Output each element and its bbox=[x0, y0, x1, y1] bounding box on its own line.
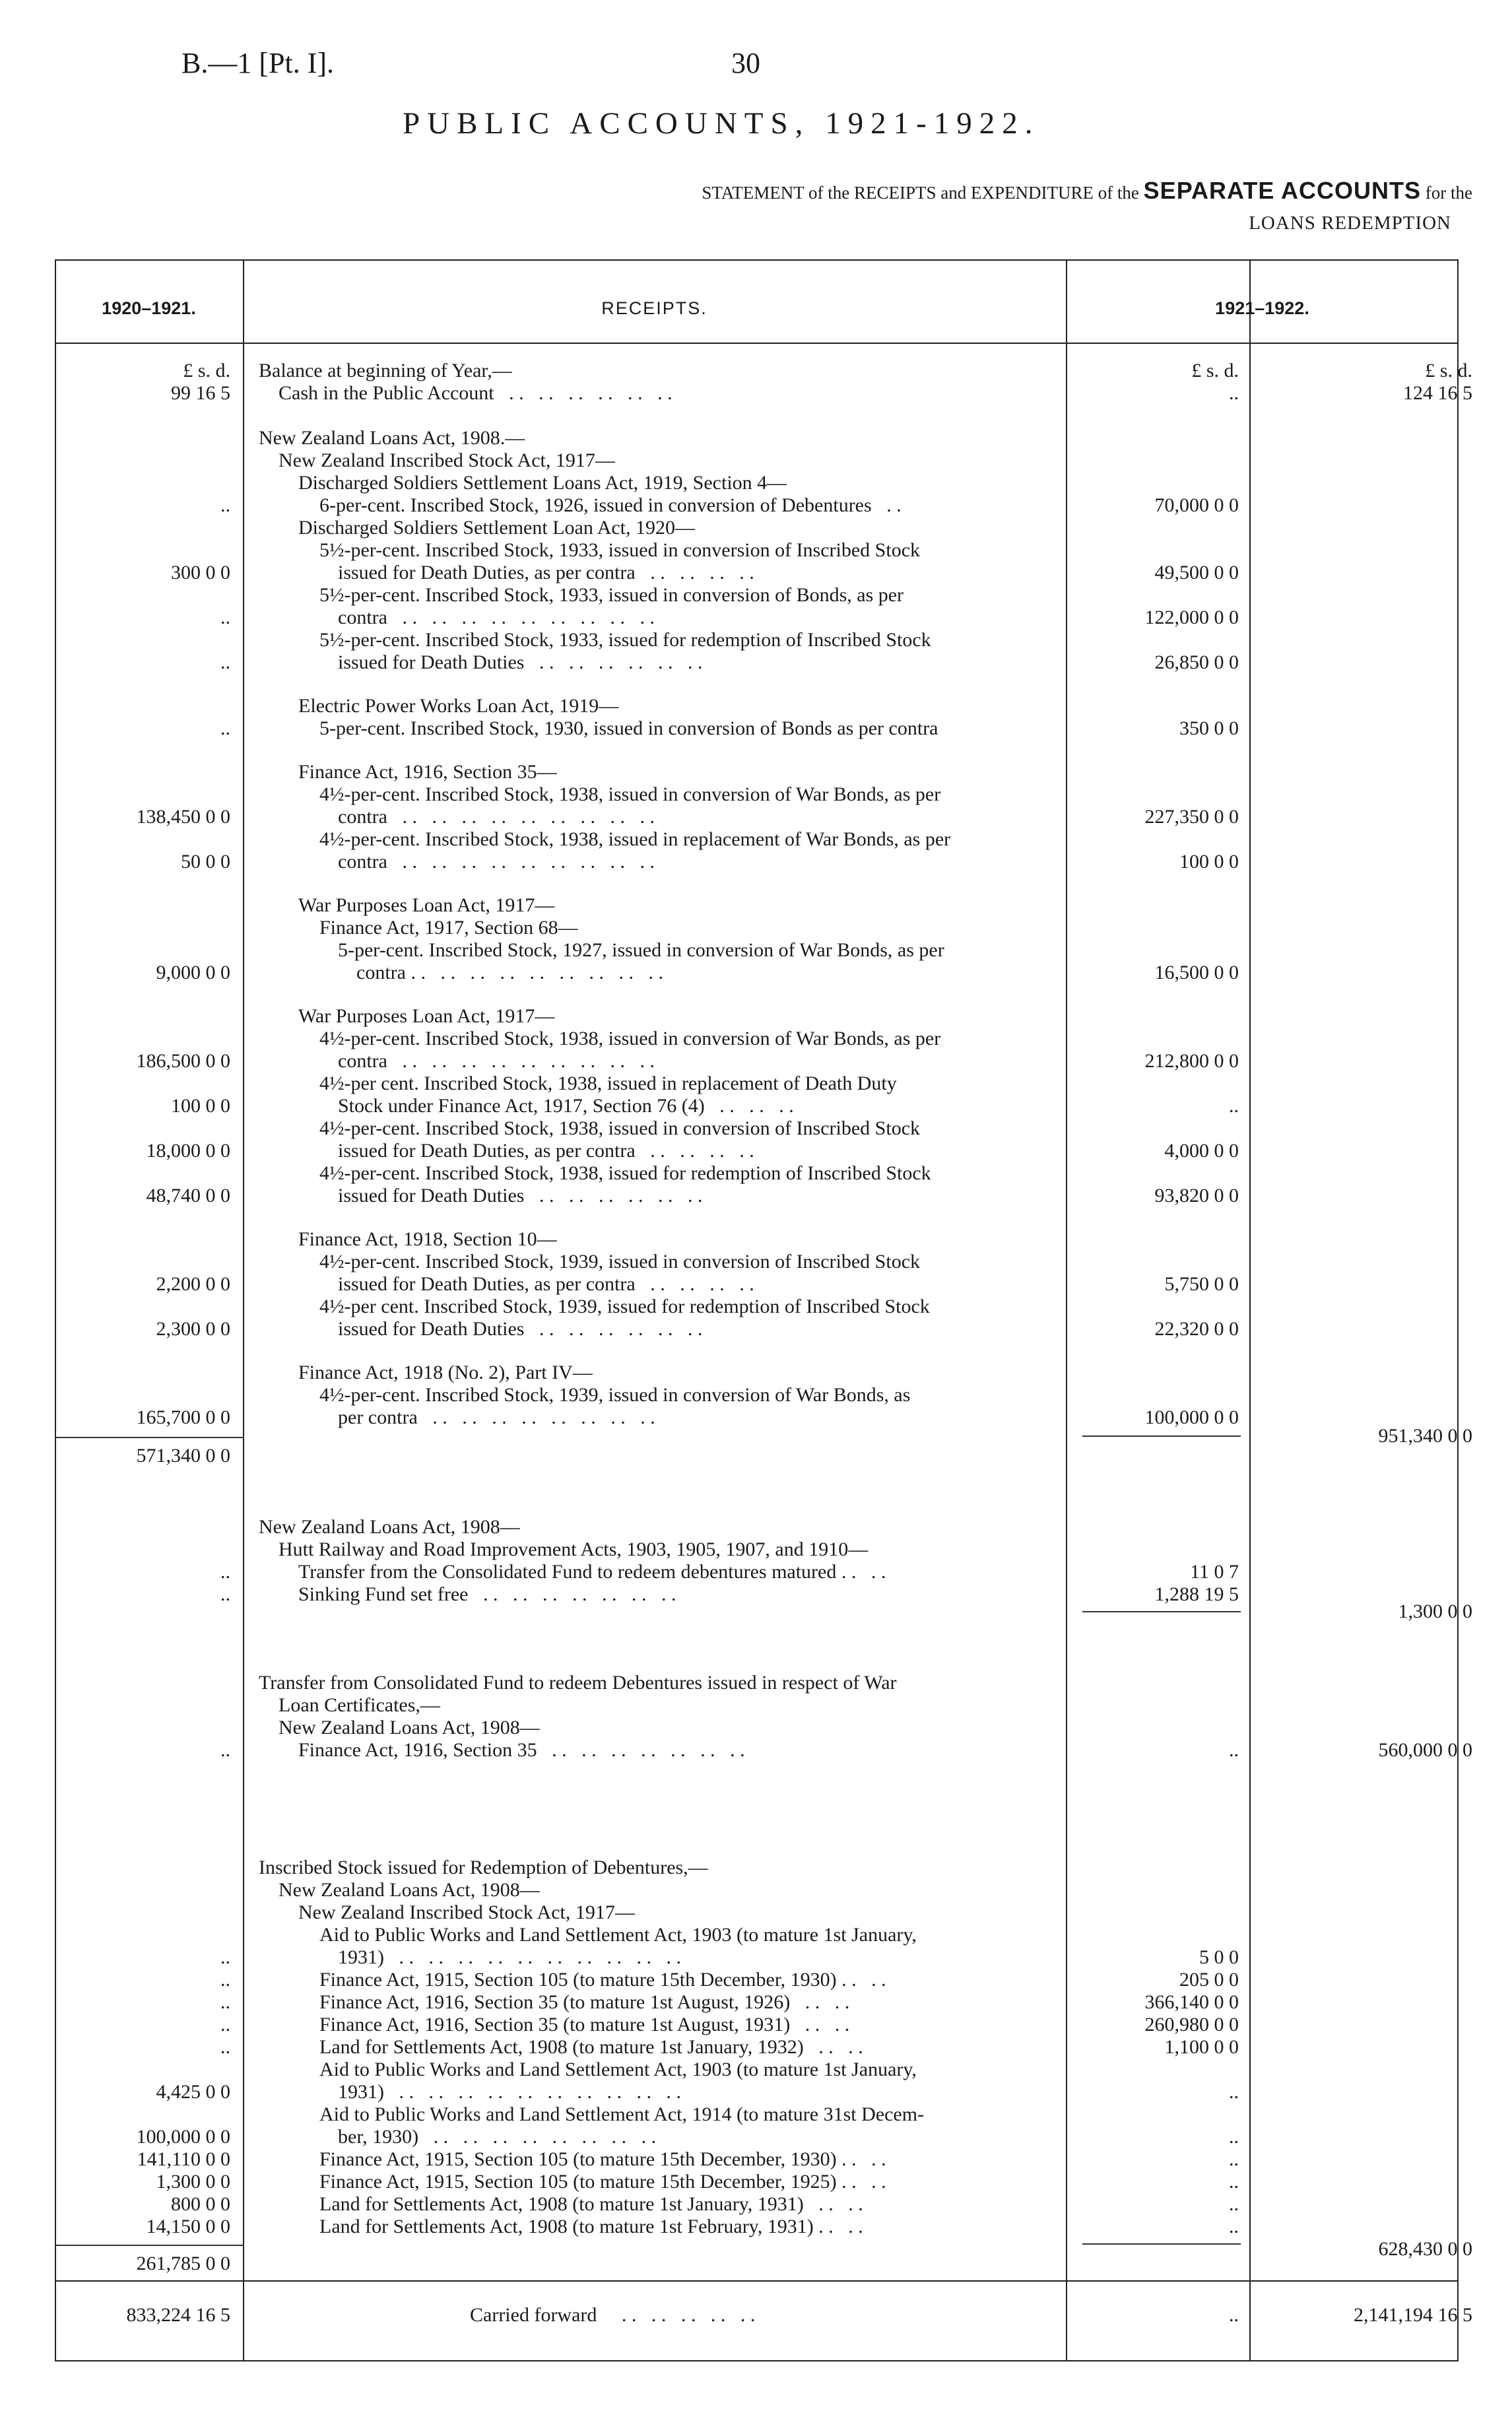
s2-total: 1,300 0 0 bbox=[1398, 1600, 1472, 1622]
carried-total: 2,141,194 16 5 bbox=[1354, 2304, 1472, 2326]
s4-prev: 1,300 0 0 bbox=[156, 2171, 230, 2193]
s1-sub: 26,850 0 0 bbox=[1154, 651, 1239, 673]
col-header-cur-year: 1921–1922. bbox=[1215, 298, 1309, 318]
s1-line: 4½-per cent. Inscribed Stock, 1939, issued for redemption of Inscribed Stock bbox=[319, 1296, 930, 1317]
s1-line: 5-per-cent. Inscribed Stock, 1927, issued in conversion of War Bonds, as per bbox=[338, 939, 944, 961]
s4-line: Finance Act, 1915, Section 105 (to mature 15th December, 1925) . . . . bbox=[319, 2171, 886, 2193]
statement-line2: LOANS REDEMPTION bbox=[1249, 213, 1451, 234]
s4-line: Finance Act, 1915, Section 105 (to mature 15th December, 1930) . . . . bbox=[319, 1969, 886, 1991]
balance-prev: 99 16 5 bbox=[171, 382, 230, 404]
s1-prev: 50 0 0 bbox=[181, 851, 230, 873]
s1-line: contra . . . . . . . . . . . . . . . . . . bbox=[356, 962, 663, 983]
s1-sub: .. bbox=[1229, 1095, 1239, 1117]
col-header-receipts: RECEIPTS. bbox=[601, 298, 707, 318]
s4-line: Finance Act, 1916, Section 35 (to mature 1st August, 1926) . . . . bbox=[319, 1991, 850, 2013]
s1-line: Discharged Soldiers Settlement Loans Act, 1919, Section 4— bbox=[298, 472, 787, 494]
unit-prev: £ s. d. bbox=[183, 360, 230, 381]
s1-line: contra . . . . . . . . . . . . . . . . . . bbox=[338, 851, 655, 873]
s1-prev: 300 0 0 bbox=[171, 562, 230, 583]
s4-sub: .. bbox=[1229, 2148, 1239, 2170]
s3-line: New Zealand Loans Act, 1908— bbox=[279, 1717, 540, 1738]
s1-prev: 2,300 0 0 bbox=[156, 1318, 230, 1340]
s1-sub: 100,000 0 0 bbox=[1144, 1406, 1239, 1428]
s1-prev: .. bbox=[220, 717, 230, 739]
statement-pre: STATEMENT of the RECEIPTS and EXPENDITURE of the bbox=[702, 183, 1139, 203]
page-title: PUBLIC ACCOUNTS, 1921-1922. bbox=[403, 106, 1040, 141]
s1-line: New Zealand Inscribed Stock Act, 1917— bbox=[279, 449, 615, 471]
s1-line: issued for Death Duties, as per contra . . . . . . . . bbox=[338, 1273, 754, 1295]
s1-prev-rule bbox=[55, 1437, 243, 1438]
s1-line: 4½-per-cent. Inscribed Stock, 1938, issued in replacement of War Bonds, as per bbox=[319, 828, 951, 850]
col-divider-2 bbox=[1066, 259, 1067, 2361]
s4-line: 1931) . . . . . . . . . . . . . . . . . . . . bbox=[338, 2081, 681, 2103]
s4-sub: 260,980 0 0 bbox=[1144, 2014, 1239, 2035]
s4-total: 628,430 0 0 bbox=[1378, 2238, 1472, 2260]
s1-sub: 93,820 0 0 bbox=[1154, 1185, 1239, 1206]
s1-line: 6-per-cent. Inscribed Stock, 1926, issued in conversion of Debentures . . bbox=[319, 494, 902, 516]
s3-line: Loan Certificates,— bbox=[279, 1694, 440, 1716]
s4-prev: 800 0 0 bbox=[171, 2193, 230, 2215]
s2-line: Hutt Railway and Road Improvement Acts, 1903, 1905, 1907, and 1910— bbox=[279, 1538, 869, 1560]
s4-line: Aid to Public Works and Land Settlement Act, 1903 (to mature 1st January, bbox=[319, 1924, 917, 1946]
s1-sub: 212,800 0 0 bbox=[1144, 1050, 1239, 1072]
s1-total: 951,340 0 0 bbox=[1378, 1425, 1472, 1447]
s2-sub-rule bbox=[1082, 1611, 1241, 1612]
balance-sub: .. bbox=[1229, 382, 1239, 404]
s2-line: Transfer from the Consolidated Fund to redeem debentures matured . . . . bbox=[298, 1561, 886, 1583]
s2-prev: .. bbox=[220, 1561, 230, 1583]
s4-prev: 4,425 0 0 bbox=[156, 2081, 230, 2103]
s1-line: Finance Act, 1918, Section 10— bbox=[298, 1228, 557, 1250]
header-row-divider bbox=[55, 343, 1459, 344]
unit-sub: £ s. d. bbox=[1191, 360, 1239, 381]
page-number: 30 bbox=[731, 47, 760, 79]
s4-prev: .. bbox=[220, 1969, 230, 1991]
s1-line: issued for Death Duties . . . . . . . . . . . . bbox=[338, 1318, 703, 1340]
s4-sub: 366,140 0 0 bbox=[1144, 1991, 1239, 2013]
s1-prev: .. bbox=[220, 651, 230, 673]
s1-sub: 122,000 0 0 bbox=[1144, 607, 1239, 628]
s4-sub: .. bbox=[1229, 2216, 1239, 2237]
s1-line: 5½-per-cent. Inscribed Stock, 1933, issued in conversion of Bonds, as per bbox=[319, 584, 904, 606]
s1-line: New Zealand Loans Act, 1908.— bbox=[259, 427, 525, 449]
s4-sub: .. bbox=[1229, 2081, 1239, 2103]
s4-line: ber, 1930) . . . . . . . . . . . . . . . . bbox=[338, 2126, 657, 2148]
s1-sub: 22,320 0 0 bbox=[1154, 1318, 1239, 1340]
s1-line: issued for Death Duties . . . . . . . . . . . . bbox=[338, 1185, 703, 1206]
col-divider-1 bbox=[243, 259, 244, 2361]
s4-line: Aid to Public Works and Land Settlement Act, 1914 (to mature 31st Decem- bbox=[319, 2103, 925, 2125]
s1-prev: .. bbox=[220, 494, 230, 516]
s1-prev: .. bbox=[220, 607, 230, 628]
s1-sub: 100 0 0 bbox=[1179, 851, 1239, 873]
s4-sub-rule bbox=[1082, 2243, 1241, 2245]
balance-cash: Cash in the Public Account . . . . . . . . . . . . bbox=[279, 382, 673, 404]
s1-line: War Purposes Loan Act, 1917— bbox=[298, 894, 555, 916]
statement-heading bbox=[702, 177, 1472, 205]
s1-line: contra . . . . . . . . . . . . . . . . . . bbox=[338, 607, 655, 628]
s2-line: Sinking Fund set free . . . . . . . . . . . . . . bbox=[298, 1583, 676, 1605]
s2-sub: 11 0 7 bbox=[1190, 1561, 1239, 1583]
s1-line: issued for Death Duties, as per contra . . . . . . . . bbox=[338, 1140, 754, 1162]
s4-line: Land for Settlements Act, 1908 (to mature 1st February, 1931) . . . . bbox=[319, 2216, 863, 2237]
s1-line: 4½-per-cent. Inscribed Stock, 1938, issued in conversion of War Bonds, as per bbox=[319, 783, 941, 805]
s4-prev: .. bbox=[220, 2036, 230, 2058]
s1-sub: 350 0 0 bbox=[1179, 717, 1239, 739]
s4-line: New Zealand Loans Act, 1908— bbox=[279, 1879, 540, 1901]
s1-sub-rule bbox=[1082, 1436, 1241, 1437]
s1-line: 4½-per-cent. Inscribed Stock, 1938, issued in conversion of Inscribed Stock bbox=[319, 1117, 921, 1139]
s1-prev: 9,000 0 0 bbox=[156, 962, 230, 983]
statement-post: for the bbox=[1425, 183, 1472, 203]
s4-line: New Zealand Inscribed Stock Act, 1917— bbox=[298, 1901, 635, 1923]
s4-prev-rule bbox=[55, 2245, 243, 2246]
s1-prev: 2,200 0 0 bbox=[156, 1273, 230, 1295]
s1-line: Electric Power Works Loan Act, 1919— bbox=[298, 695, 619, 717]
s1-sub: 16,500 0 0 bbox=[1154, 962, 1239, 983]
s4-line: Aid to Public Works and Land Settlement Act, 1903 (to mature 1st January, bbox=[319, 2059, 917, 2080]
s3-sub: .. bbox=[1229, 1739, 1239, 1761]
s1-sub: 227,350 0 0 bbox=[1144, 806, 1239, 828]
balance-heading: Balance at beginning of Year,— bbox=[259, 360, 512, 381]
s4-prev: 14,150 0 0 bbox=[146, 2216, 230, 2237]
s4-line: 1931) . . . . . . . . . . . . . . . . . . . . bbox=[338, 1946, 681, 1968]
s1-line: issued for Death Duties . . . . . . . . . . . . bbox=[338, 651, 703, 673]
s2-prev: .. bbox=[220, 1583, 230, 1605]
s1-line: contra . . . . . . . . . . . . . . . . . . bbox=[338, 806, 655, 828]
s2-sub: 1,288 19 5 bbox=[1154, 1583, 1239, 1605]
s4-prev: .. bbox=[220, 1991, 230, 2013]
s4-line: Finance Act, 1916, Section 35 (to mature 1st August, 1931) . . . . bbox=[319, 2014, 850, 2035]
s1-line: Discharged Soldiers Settlement Loan Act, 1920— bbox=[298, 517, 696, 539]
s1-prev: 18,000 0 0 bbox=[146, 1140, 230, 1162]
s4-line: Land for Settlements Act, 1908 (to mature 1st January, 1931) . . . . bbox=[319, 2193, 863, 2215]
s4-sub: 5 0 0 bbox=[1199, 1946, 1239, 1968]
s1-line: War Purposes Loan Act, 1917— bbox=[298, 1005, 555, 1027]
s1-line: 5½-per-cent. Inscribed Stock, 1933, issued in conversion of Inscribed Stock bbox=[319, 539, 921, 561]
s3-total: 560,000 0 0 bbox=[1378, 1739, 1472, 1761]
s1-prev: 138,450 0 0 bbox=[136, 806, 230, 828]
s3-prev: .. bbox=[220, 1739, 230, 1761]
s4-sub: 1,100 0 0 bbox=[1164, 2036, 1239, 2058]
s2-line: New Zealand Loans Act, 1908— bbox=[259, 1516, 520, 1538]
s4-line: Land for Settlements Act, 1908 (to mature 1st January, 1932) . . . . bbox=[319, 2036, 863, 2058]
s4-line: Finance Act, 1915, Section 105 (to mature 15th December, 1930) . . . . bbox=[319, 2148, 886, 2170]
s1-sub: 70,000 0 0 bbox=[1154, 494, 1239, 516]
s1-line: issued for Death Duties, as per contra . . . . . . . . bbox=[338, 562, 754, 583]
s4-prev: 141,110 0 0 bbox=[137, 2148, 230, 2170]
col-header-prev-year: 1920–1921. bbox=[102, 298, 196, 318]
s1-line: 4½-per-cent. Inscribed Stock, 1939, issued in conversion of War Bonds, as bbox=[319, 1384, 911, 1406]
carried-forward-label: Carried forward . . . . . . . . . . bbox=[470, 2304, 756, 2326]
s1-line: 4½-per-cent. Inscribed Stock, 1939, issued in conversion of Inscribed Stock bbox=[319, 1251, 921, 1272]
s1-line: Stock under Finance Act, 1917, Section 76 (4) . . . . . . bbox=[338, 1095, 794, 1117]
s4-sub: 205 0 0 bbox=[1179, 1969, 1239, 1991]
s1-line: contra . . . . . . . . . . . . . . . . . . bbox=[338, 1050, 655, 1072]
s4-prev: .. bbox=[220, 2014, 230, 2035]
s1-line: Finance Act, 1917, Section 68— bbox=[319, 917, 578, 939]
s1-prev: 48,740 0 0 bbox=[146, 1185, 230, 1206]
s4-line: Inscribed Stock issued for Redemption of Debentures,— bbox=[259, 1857, 708, 1878]
s4-sub: .. bbox=[1229, 2126, 1239, 2148]
unit-total: £ s. d. bbox=[1425, 360, 1472, 381]
balance-total: 124 16 5 bbox=[1403, 382, 1472, 404]
s1-line: 5-per-cent. Inscribed Stock, 1930, issued in conversion of Bonds as per contra bbox=[319, 717, 938, 739]
carried-forward-divider bbox=[55, 2280, 1459, 2282]
s1-prev: 165,700 0 0 bbox=[136, 1406, 230, 1428]
s4-sub: .. bbox=[1229, 2193, 1239, 2215]
s3-line: Finance Act, 1916, Section 35 . . . . . . . . . . . . . . bbox=[298, 1739, 745, 1761]
carried-sub: .. bbox=[1229, 2304, 1239, 2326]
s1-line: 5½-per-cent. Inscribed Stock, 1933, issued for redemption of Inscribed Stock bbox=[319, 629, 931, 651]
s4-prev: 100,000 0 0 bbox=[136, 2126, 230, 2148]
s1-sub: 4,000 0 0 bbox=[1164, 1140, 1239, 1162]
carried-prev: 833,224 16 5 bbox=[126, 2304, 230, 2326]
s1-sub: 49,500 0 0 bbox=[1154, 562, 1239, 583]
s1-prev: 186,500 0 0 bbox=[136, 1050, 230, 1072]
s1-line: 4½-per-cent. Inscribed Stock, 1938, issued in conversion of War Bonds, as per bbox=[319, 1028, 941, 1049]
s1-line: per contra . . . . . . . . . . . . . . . . bbox=[338, 1406, 655, 1428]
col-divider-3 bbox=[1249, 259, 1251, 2361]
s1-line: Finance Act, 1918 (No. 2), Part IV— bbox=[298, 1362, 593, 1383]
s3-line: Transfer from Consolidated Fund to redeem Debentures issued in respect of War bbox=[259, 1672, 897, 1694]
s4-prev-total: 261,785 0 0 bbox=[136, 2253, 230, 2274]
s1-prev: 100 0 0 bbox=[171, 1095, 230, 1117]
statement-bold: SEPARATE ACCOUNTS bbox=[1143, 177, 1422, 204]
s4-sub: .. bbox=[1229, 2171, 1239, 2193]
document-reference: B.—1 [Pt. I]. bbox=[181, 47, 334, 79]
s1-line: 4½-per-cent. Inscribed Stock, 1938, issued for redemption of Inscribed Stock bbox=[319, 1162, 931, 1184]
s1-line: Finance Act, 1916, Section 35— bbox=[298, 761, 557, 783]
s1-sub: 5,750 0 0 bbox=[1164, 1273, 1239, 1295]
s4-prev: .. bbox=[220, 1946, 230, 1968]
s1-line: 4½-per cent. Inscribed Stock, 1938, issued in replacement of Death Duty bbox=[319, 1072, 897, 1094]
s1-prev-total: 571,340 0 0 bbox=[136, 1445, 230, 1467]
